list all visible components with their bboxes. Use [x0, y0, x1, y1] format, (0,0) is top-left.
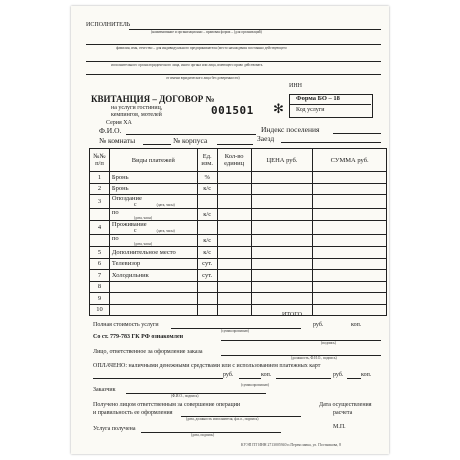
row-unit [197, 258, 217, 270]
table-row [90, 195, 387, 209]
paid-rub-label: руб. [223, 372, 234, 378]
row-quantity[interactable] [217, 221, 251, 235]
row-number [90, 195, 110, 209]
row-unit [197, 235, 217, 247]
full-cost-label: Полная стоимость услуги [93, 322, 159, 328]
receipt-title: КВИТАНЦИЯ – ДОГОВОР № [91, 94, 215, 104]
asterisk-icon: ✻ [273, 101, 284, 116]
order-field[interactable] [281, 142, 381, 143]
row-payment-type [109, 258, 197, 270]
table-header-row [90, 149, 387, 172]
receipt-number: 001501 [211, 104, 254, 117]
row-sum[interactable] [313, 183, 387, 195]
paid-kop-label: коп. [261, 372, 272, 378]
row-price[interactable] [251, 221, 313, 235]
performer-line-2 [86, 44, 381, 45]
col-quantity: Кол-во единиц [217, 149, 251, 172]
row-number-text: 5 [97, 248, 102, 256]
date-sign-hint: (дата, подпись) [191, 433, 215, 437]
date-hint: (дата, часы) [133, 242, 153, 246]
performer-line-3 [86, 61, 381, 62]
row-quantity[interactable] [217, 304, 251, 316]
table-row [90, 209, 387, 221]
row-unit-text: сут. [202, 260, 213, 268]
building-label: № корпуса [173, 136, 208, 145]
row-unit [197, 183, 217, 195]
row-payment-type [109, 293, 197, 305]
performer-hint-3: исполнительного органа юридического лица, иного органа или лица, имеющего право действовать [111, 63, 263, 67]
date-hint: (дата, часы) [133, 216, 153, 220]
row-price[interactable] [251, 195, 313, 209]
kop-label: коп. [351, 322, 362, 328]
sign-hint: (подпись) [321, 341, 336, 345]
row-payment-type [109, 270, 197, 282]
row-price[interactable] [251, 258, 313, 270]
row-unit-text: к/с [203, 211, 212, 218]
row-price[interactable] [251, 235, 313, 247]
row-payment-type [109, 209, 197, 221]
row-number-text: 4 [97, 224, 102, 231]
row-payment-type [109, 281, 197, 293]
row-number [90, 235, 110, 247]
row-quantity[interactable] [217, 235, 251, 247]
acquainted-label: Со ст. 779-783 ГК РФ ознакомлен [93, 334, 184, 340]
row-sum[interactable] [313, 258, 387, 270]
row-period-start [112, 202, 195, 208]
row-unit [197, 293, 217, 305]
performer-label: ИСПОЛНИТЕЛЬ [86, 22, 131, 28]
row-price[interactable] [251, 247, 313, 259]
col-payment-type: Виды платежей [109, 149, 197, 172]
row-payment-type [109, 235, 197, 247]
row-sum[interactable] [313, 304, 387, 316]
received-label: Получено лицом ответственным за совершение операции [93, 402, 241, 408]
title-line-2: на услуги гостиниц, [111, 105, 163, 111]
row-unit [197, 195, 217, 209]
date-hint: (дата, часы) [156, 203, 175, 207]
performer-hint-4: от имени юридического лица без доверенности) [166, 76, 240, 80]
paid-kop-field-2[interactable] [347, 378, 361, 379]
row-number-text: 6 [97, 260, 102, 268]
row-number-text: 10 [96, 306, 103, 314]
paid-kop-field[interactable] [239, 378, 261, 379]
row-unit-text: сут. [202, 271, 213, 279]
row-payment-type-text: Телевизор [111, 260, 141, 268]
row-number [90, 304, 110, 316]
row-payment-type [109, 221, 197, 235]
table-row [90, 183, 387, 195]
acquainted-sign-field[interactable] [221, 340, 381, 341]
room-field[interactable] [143, 144, 171, 145]
settle-index-label: Индекс поселения [261, 125, 320, 134]
table-row [90, 293, 387, 305]
row-payment-type-text: по [111, 235, 119, 242]
row-number-text: 2 [97, 185, 102, 193]
row-price[interactable] [251, 172, 313, 184]
series-label: Серия ХА [106, 120, 132, 126]
row-unit-text: к/с [203, 237, 212, 244]
fio-field[interactable] [126, 134, 256, 135]
row-payment-type-text: по [111, 209, 119, 216]
paid-rub-label-2: руб. [333, 372, 344, 378]
row-payment-type-text: Дополнительное место [111, 248, 176, 256]
row-period-start-label: с [133, 228, 137, 234]
row-unit-text: к/с [203, 185, 212, 193]
row-quantity[interactable] [217, 195, 251, 209]
row-unit [197, 304, 217, 316]
row-payment-type [109, 172, 197, 184]
row-number [90, 209, 110, 221]
row-payment-type [109, 183, 197, 195]
correct-label: и правильность ее оформления [93, 410, 173, 416]
table-row [90, 304, 387, 316]
row-unit [197, 247, 217, 259]
performer-line-4 [86, 74, 381, 75]
row-quantity[interactable] [217, 183, 251, 195]
building-field[interactable] [217, 144, 253, 145]
row-number-text: 1 [97, 173, 102, 181]
payments-table [89, 148, 387, 316]
performer-hint: (наименование и организационно – правовая форма – (для организаций) [151, 30, 262, 34]
paid-label: ОПЛАЧЕНО: наличными денежными средствами или с использованием платежных карт [93, 363, 321, 369]
col-price: ЦЕНА руб. [251, 149, 313, 172]
col-number: №№ п/п [90, 149, 110, 172]
row-quantity[interactable] [217, 293, 251, 305]
row-number-text: 8 [97, 283, 102, 291]
row-number-text: 9 [97, 294, 102, 302]
table-row [90, 172, 387, 184]
table-row [90, 258, 387, 270]
row-quantity[interactable] [217, 172, 251, 184]
row-number [90, 247, 110, 259]
row-payment-type [109, 195, 197, 209]
settle-index-field[interactable] [333, 133, 381, 134]
client-hint: (Ф.И.О., подпись) [171, 394, 199, 398]
row-price[interactable] [251, 270, 313, 282]
row-quantity[interactable] [217, 209, 251, 221]
fio-label: Ф.И.О. [99, 126, 122, 135]
row-unit [197, 209, 217, 221]
form-label: Форма БО – 18 [296, 95, 340, 102]
row-sum[interactable] [313, 293, 387, 305]
row-sum[interactable] [313, 195, 387, 209]
position-hint: (должность, Ф.И.О., подпись) [291, 356, 337, 360]
col-unit: Ед. изм. [197, 149, 217, 172]
row-unit-text: к/с [203, 248, 212, 256]
row-price[interactable] [251, 293, 313, 305]
table-row [90, 235, 387, 247]
row-price[interactable] [251, 183, 313, 195]
row-unit [197, 270, 217, 282]
row-number [90, 293, 110, 305]
row-price[interactable] [251, 209, 313, 221]
row-payment-type-text: Опоздание [111, 195, 142, 202]
row-sum[interactable] [313, 235, 387, 247]
row-quantity[interactable] [217, 281, 251, 293]
form-box-divider [289, 104, 371, 105]
row-unit [197, 172, 217, 184]
row-payment-type [109, 247, 197, 259]
row-sum[interactable] [313, 270, 387, 282]
row-period-start [112, 228, 195, 234]
row-price[interactable] [251, 281, 313, 293]
total-label: ИТОГО [282, 312, 302, 318]
row-sum[interactable] [313, 247, 387, 259]
row-payment-type-text: Бронь [111, 185, 129, 193]
printer-info: КУЭП ПТ ИНН 2713005940 п.Переяславка, ул. Постникова, 8 [241, 443, 342, 447]
table-row [90, 221, 387, 235]
paid-sum-field-2[interactable] [276, 378, 331, 379]
settle-calc-label: расчета [333, 410, 353, 416]
row-payment-type-text: Проживание [111, 221, 147, 228]
row-payment-type-text: Бронь [111, 173, 129, 181]
row-sum[interactable] [313, 281, 387, 293]
row-number [90, 258, 110, 270]
row-number [90, 172, 110, 184]
title-line-3: кемпингов, мотелей [111, 112, 162, 118]
room-label: № комнаты [99, 136, 136, 145]
row-quantity[interactable] [217, 270, 251, 282]
received-hint: (дата, должность исполнителя, ф.и.о., подпись) [186, 417, 259, 421]
row-unit-text: % [204, 173, 210, 181]
row-payment-type-text: Холодильник [111, 271, 149, 279]
row-number [90, 281, 110, 293]
table-row [90, 281, 387, 293]
table-row [90, 247, 387, 259]
service-got-label: Услуга получена [93, 426, 136, 432]
row-payment-type [109, 304, 197, 316]
row-number [90, 221, 110, 235]
row-sum[interactable] [313, 209, 387, 221]
row-number-text: 3 [97, 198, 102, 205]
client-label: Заказчик [93, 387, 116, 393]
row-sum[interactable] [313, 172, 387, 184]
sum-words-hint: (сумма прописью) [221, 329, 249, 333]
inn-label: ИНН [289, 83, 302, 89]
responsible-label: Лицо, ответственное за оформление заказа [93, 349, 203, 355]
row-number-text: 7 [97, 271, 102, 279]
mp-label: М.П. [333, 424, 346, 430]
paid-sum-field[interactable] [93, 378, 223, 379]
table-row [90, 270, 387, 282]
row-quantity[interactable] [217, 258, 251, 270]
order-label: Заезд [257, 134, 275, 143]
date-hint: (дата, часы) [156, 229, 175, 233]
row-sum[interactable] [313, 221, 387, 235]
col-sum: СУММА руб. [313, 149, 387, 172]
rub-label: руб. [313, 322, 324, 328]
service-code-label: Код услуги [296, 107, 325, 113]
row-number [90, 270, 110, 282]
row-period-start-label: с [133, 202, 137, 208]
settle-date-label: Дата осуществления [319, 402, 372, 408]
paid-kop-label-2: коп. [361, 372, 372, 378]
performer-hint-2: фамилия, имя, отчество – для индивидуального предпринимателя (место нахождения постоянно действующего [116, 46, 287, 50]
receipt-form [71, 6, 389, 454]
row-number [90, 183, 110, 195]
row-unit [197, 221, 217, 235]
row-unit [197, 281, 217, 293]
paid-sum-words-hint: (сумма прописью) [241, 383, 269, 387]
row-quantity[interactable] [217, 247, 251, 259]
